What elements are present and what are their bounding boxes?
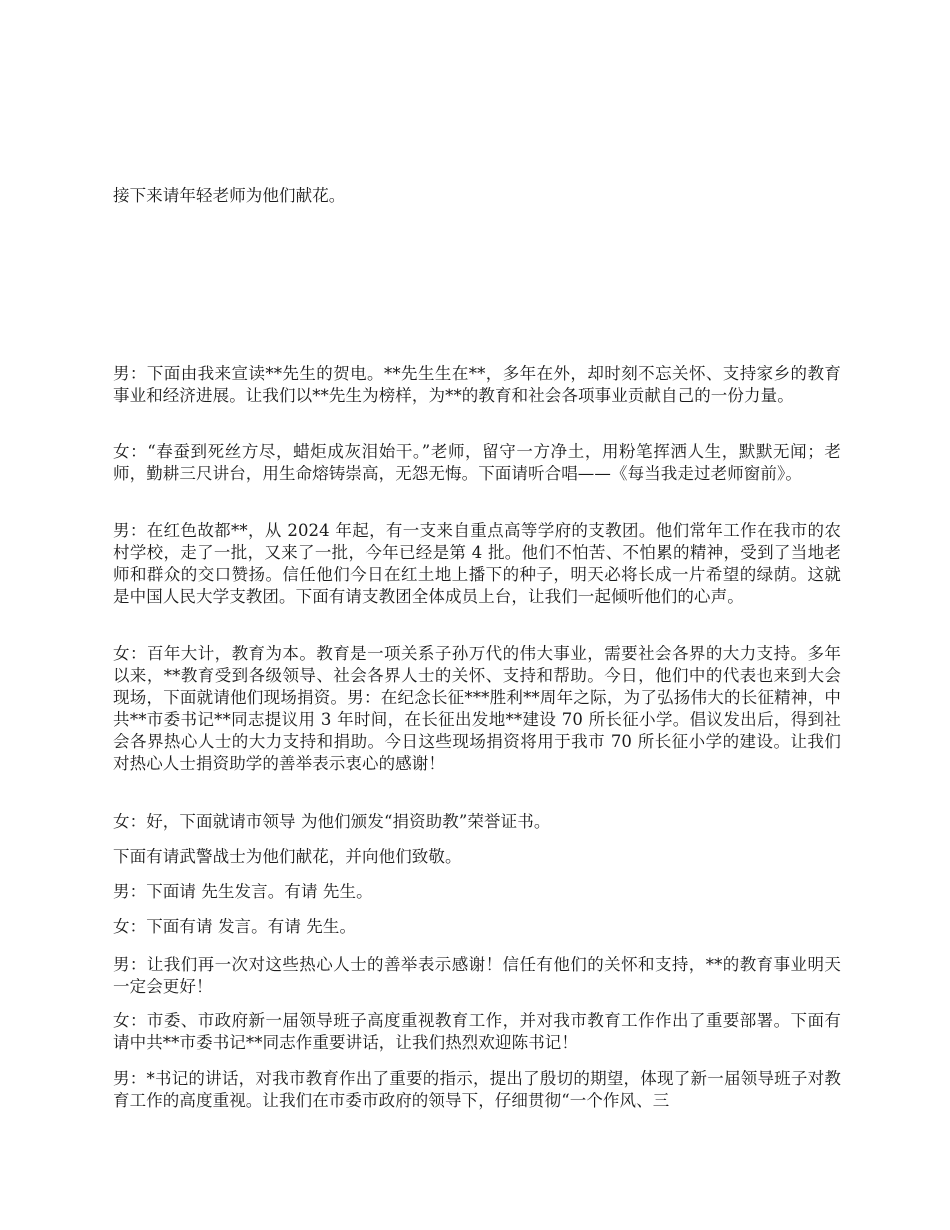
paragraph-speech-request-1: 男：下面请 先生发言。有请 先生。 [113, 882, 373, 901]
paragraph-secretary-speech: 女：市委、市政府新一届领导班子高度重视教育工作，并对我市教育工作作出了重要部署。下面有请中共**市委书记**同志作重要讲话，让我们热烈欢迎陈书记！ [113, 1011, 841, 1052]
paragraph-thanks: 男：让我们再一次对这些热心人士的善举表示感谢！信任有他们的关怀和支持，**的教育事业明天一定会更好！ [113, 955, 841, 996]
paragraph-congratulatory-telegram: 男：下面由我来宣读**先生的贺电。**先生生在**，多年在外，却时刻不忘关怀、支持家乡的教育事业和经济进展。让我们以**先生为榜样，为**的教育和社会各项事业贡献自己的一份力量。 [113, 364, 841, 405]
paragraph-police-flowers: 下面有请武警战士为他们献花，并向他们致敬。 [113, 847, 462, 866]
paragraph-flower-presentation: 接下来请年轻老师为他们献花。 [113, 186, 346, 205]
paragraph-donation: 女：百年大计，教育为本。教育是一项关系子孙万代的伟大事业，需要社会各界的大力支持。多年以来，**教育受到各级领导、社会各界人士的关怀、支持和帮助。今日，他们中的代表也来到大会现场，下面就请他们现场捐资。男：在纪念长征***胜利**周年之际，为了弘扬伟大的长征精神，中共**市委书记**同志提议用 3 年时间，在长征出发地**建设 70 所长征小学。倡议发出后，得到社会各界热心人士的大力支持和捐助。今日这些现场捐资将用于我市 70 所长征小学的建设。让我们对热心人士捐资助学的善举表示衷心的感谢！ [113, 644, 841, 773]
paragraph-certificate: 女：好，下面就请市领导 为他们颁发“捐资助教”荣誉证书。 [113, 812, 551, 831]
paragraph-speech-request-2: 女：下面有请 发言。有请 先生。 [113, 917, 357, 936]
paragraph-teacher-tribute: 女：“春蚕到死丝方尽，蜡炬成灰泪始干。”老师，留守一方净土，用粉笔挥洒人生，默默无闻；老师，勤耕三尺讲台，用生命熔铸崇高，无怨无悔。下面请听合唱——《每当我走过老师窗前》。 [113, 442, 841, 483]
paragraph-volunteer-teaching-group: 男：在红色故都**，从 2024 年起，有一支来自重点高等学府的支教团。他们常年工作在我市的农村学校，走了一批，又来了一批，今年已经是第 4 批。他们不怕苦、不怕累的精神，受到了当地老师和群众的交口赞扬。信任他们今日在红土地上播下的种子，明天必将长成一片希望的绿荫。这就是中国人民大学支教团。下面有请支教团全体成员上台，让我们一起倾听他们的心声。 [113, 521, 841, 606]
paragraph-closing: 男：*书记的讲话，对我市教育作出了重要的指示，提出了殷切的期望，体现了新一届领导班子对教育工作的高度重视。让我们在市委市政府的领导下，仔细贯彻“一个作风、三 [113, 1069, 841, 1110]
